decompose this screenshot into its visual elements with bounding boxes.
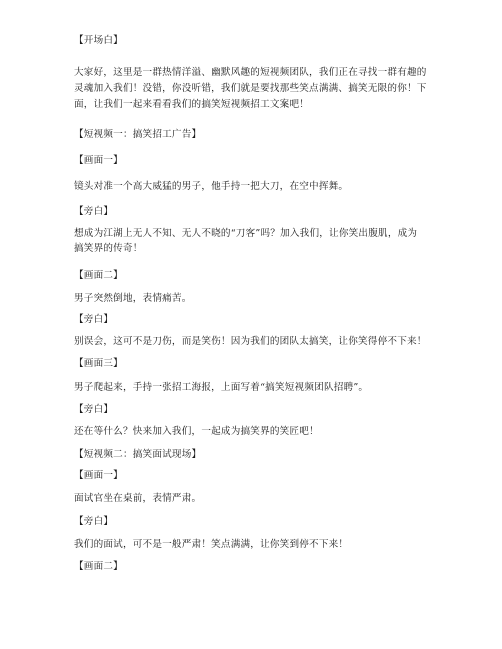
scene-heading: 【画面一】 xyxy=(74,155,123,166)
narration-heading: 【旁白】 xyxy=(74,516,114,527)
paragraph-line: 面，让我们一起来看看我们的搞笑短视频招工文案吧！ xyxy=(74,99,310,110)
paragraph-line: 我们的面试，可不是一般严肃！笑点满满，让你笑到停不下来！ xyxy=(74,539,349,550)
paragraph-line: 灵魂加入我们！没错，你没听错，我们就是要找那些笑点满满、搞笑无限的你！下 xyxy=(74,83,427,94)
narration-heading: 【旁白】 xyxy=(74,206,114,217)
paragraph-line: 想成为江湖上无人不知、无人不晓的“刀客”吗？加入我们，让你笑出腹肌，成为 xyxy=(74,228,418,239)
narration-heading: 【旁白】 xyxy=(74,404,114,415)
paragraph-line: 面试官坐在桌前，表情严肃。 xyxy=(74,493,202,504)
section-heading-video-two: 【短视频二：搞笑面试现场】 xyxy=(74,449,202,460)
paragraph-line: 搞笑界的传奇！ xyxy=(74,243,143,254)
scene-heading: 【画面一】 xyxy=(74,470,123,481)
scene-heading: 【画面三】 xyxy=(74,358,123,369)
paragraph-line: 还在等什么？快来加入我们，一起成为搞笑界的笑匠吧！ xyxy=(74,426,319,437)
narration-heading: 【旁白】 xyxy=(74,314,114,325)
scene-heading: 【画面二】 xyxy=(74,561,123,572)
section-heading-opening: 【开场白】 xyxy=(74,35,123,46)
paragraph-line: 男子突然倒地，表情痛苦。 xyxy=(74,293,192,304)
paragraph-line: 大家好，这里是一群热情洋溢、幽默风趣的短视频团队，我们正在寻找一群有趣的 xyxy=(74,67,427,78)
scene-heading: 【画面二】 xyxy=(74,270,123,281)
paragraph-line: 男子爬起来，手持一张招工海报，上面写着“搞笑短视频团队招聘”。 xyxy=(74,382,369,393)
section-heading-video-one: 【短视频一：搞笑招工广告】 xyxy=(74,129,202,140)
paragraph-line: 镜头对准一个高大威猛的男子，他手持一把大刀，在空中挥舞。 xyxy=(74,181,349,192)
paragraph-line: 别误会，这可不是刀伤，而是笑伤！因为我们的团队太搞笑，让你笑得停不下来！ xyxy=(74,336,427,347)
